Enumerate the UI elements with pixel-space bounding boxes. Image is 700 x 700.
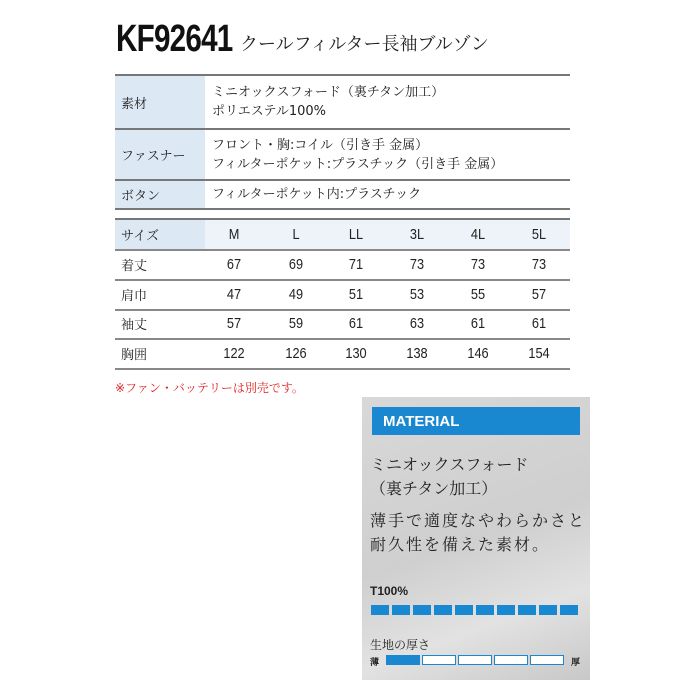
composition-segment: [497, 605, 515, 615]
size-cell: 5L: [531, 226, 547, 243]
size-cell: 146: [467, 344, 489, 362]
row-label: 着丈: [121, 259, 148, 274]
size-cell: 47: [226, 285, 242, 303]
spec-label: 素材: [115, 76, 205, 128]
spec-row-material: [115, 76, 570, 130]
composition-segment: [371, 605, 389, 615]
composition-segment: [560, 605, 578, 615]
spec-label: ファスナー: [115, 130, 205, 179]
row-label: 肩巾: [121, 288, 148, 304]
composition-segment: [434, 605, 452, 615]
size-cell: 59: [288, 315, 304, 332]
size-cell: 53: [409, 285, 425, 303]
size-cell: 73: [470, 256, 486, 273]
product-code: KF92641: [116, 18, 233, 60]
size-cell: 4L: [470, 226, 486, 243]
material-card: [362, 397, 590, 680]
composition-segment: [455, 605, 473, 615]
material-name-line: ミニオックスフォード: [370, 455, 529, 474]
spec-row-fastener: [115, 130, 570, 181]
size-cell: 73: [409, 256, 425, 273]
size-cell: 122: [223, 344, 245, 362]
thickness-label: 生地の厚さ: [370, 638, 431, 652]
spec-row-button: [115, 181, 570, 210]
spec-value: フィルターポケット内:プラスチック: [212, 187, 422, 202]
size-cell: 69: [288, 256, 304, 273]
composition-bar: [371, 605, 578, 615]
size-cell: LL: [348, 226, 364, 243]
composition-label: T100%: [370, 584, 409, 598]
size-cell: 61: [470, 315, 486, 332]
size-cell: 130: [345, 344, 367, 362]
material-desc-line: 薄手で適度なやわらかさと: [370, 511, 587, 530]
thickness-segment: [422, 655, 456, 665]
size-cell: 61: [348, 315, 364, 332]
thickness-segment: [530, 655, 564, 665]
material-description: [370, 509, 586, 557]
thickness-segment: [386, 655, 420, 665]
size-cell: L: [292, 226, 300, 243]
size-cell: 57: [531, 285, 547, 303]
thickness-segment: [494, 655, 528, 665]
thickness-bar: [386, 655, 564, 665]
material-name: [370, 453, 529, 501]
spec-value: フィルターポケット:プラスチック（引き手 金属）: [212, 156, 504, 172]
size-cell: 138: [406, 344, 428, 362]
product-name: クールフィルター長袖ブルゾン: [240, 34, 489, 55]
size-row: [115, 250, 570, 281]
spec-value: ミニオックスフォード（裏チタン加工）: [212, 85, 445, 100]
spec-label: ボタン: [115, 181, 205, 208]
size-cell: 61: [531, 315, 547, 332]
size-cell: 49: [288, 285, 304, 303]
size-cell: 55: [470, 285, 486, 303]
size-cell: 154: [528, 344, 550, 362]
note-text: ※ファン・バッテリーは別売です。: [115, 381, 304, 395]
material-header: MATERIAL: [372, 407, 580, 435]
row-label: 胸囲: [121, 347, 148, 363]
composition-segment: [518, 605, 536, 615]
size-row: [115, 280, 570, 311]
material-desc-line: 耐久性を備えた素材。: [370, 535, 551, 554]
size-cell: 51: [348, 285, 364, 303]
size-cell: 73: [531, 256, 547, 273]
thin-label: 薄: [370, 658, 380, 668]
size-cell: 57: [226, 315, 242, 332]
size-row: [115, 339, 570, 370]
size-header-row: [115, 220, 570, 251]
composition-segment: [539, 605, 557, 615]
thick-label: 厚: [571, 658, 581, 668]
composition-segment: [413, 605, 431, 615]
size-cell: 71: [348, 256, 364, 273]
spec-value: フロント・胸:コイル（引き手 金属）: [212, 137, 429, 153]
size-cell: M: [228, 226, 240, 243]
composition-segment: [476, 605, 494, 615]
material-name-line: （裏チタン加工）: [370, 479, 498, 498]
size-cell: 126: [285, 344, 307, 362]
size-cell: 63: [409, 315, 425, 332]
composition-segment: [392, 605, 410, 615]
row-label: サイズ: [115, 220, 205, 249]
size-cell: 67: [226, 256, 242, 273]
thickness-segment: [458, 655, 492, 665]
size-cell: 3L: [409, 226, 425, 243]
spec-value: ポリエステル100%: [212, 104, 326, 119]
size-row: [115, 309, 570, 340]
row-label: 袖丈: [121, 318, 148, 333]
